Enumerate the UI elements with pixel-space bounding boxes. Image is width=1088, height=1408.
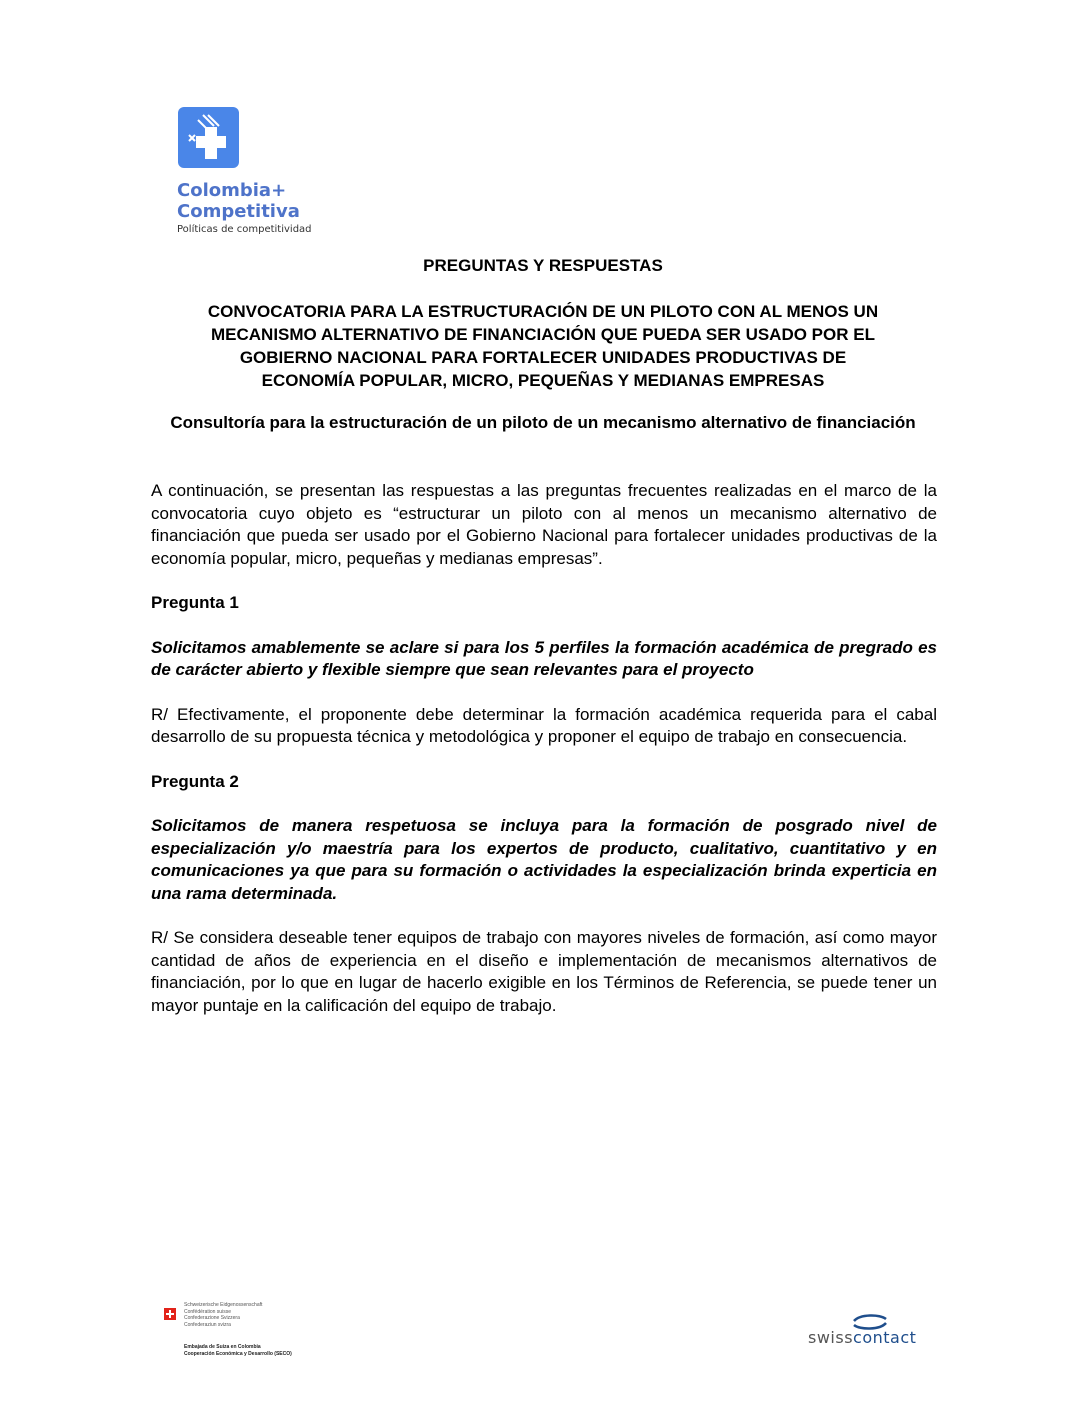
confederation-line: Confederaziun svizra (184, 1321, 231, 1328)
subtitle-line: GOBIERNO NACIONAL PARA FORTALECER UNIDADES PRODUCTIVAS DE (239, 348, 847, 367)
question-text: Solicitamos amablemente se aclare si para los 5 perfiles la formación académica de pregrado es de carácter abierto y flexible siempre que sean relevantes para el proyecto (151, 637, 937, 679)
consultancy-heading: Consultoría para la estructuración de un piloto de un mecanismo alternativo de financiación (170, 413, 916, 432)
swiss-flag-icon (164, 1308, 176, 1320)
brand-line1: Colombia+ (177, 180, 287, 201)
embassy-line: Embajada de Suiza en Colombia (184, 1344, 261, 1350)
swisscontact-part2: contact (853, 1328, 917, 1347)
swisscontact-wordmark (808, 1328, 916, 1347)
answer-text: R/ Se considera deseable tener equipos de trabajo con mayores niveles de formación, así como mayor cantidad de años de experiencia en el diseño e implementación de mecanismos alternativos de financiación, por lo que en lugar de hacerlo exigible en los Términos de Referencia, se puede tener un mayor puntaje en la calificación del equipo de trabajo. (151, 928, 937, 1015)
document-title: PREGUNTAS Y RESPUESTAS (423, 256, 663, 275)
brand-tagline: Políticas de competitividad (177, 224, 312, 235)
brand-line2: Competitiva (177, 201, 300, 222)
question-label: Pregunta 2 (151, 771, 239, 791)
subtitle-line: CONVOCATORIA PARA LA ESTRUCTURACIÓN DE UN PILOTO CON AL MENOS UN (207, 302, 879, 321)
embassy-line: Cooperación Económica y Desarrollo (SECO) (184, 1350, 292, 1357)
swisscontact-part1: swiss (808, 1328, 854, 1347)
confederation-line: Confédération suisse (184, 1308, 231, 1315)
confederation-line: Schweizerische Eidgenossenschaft (184, 1302, 263, 1308)
swiss-embassy-logo (152, 1292, 300, 1372)
brand-wordmark (177, 180, 312, 235)
subtitle-line: ECONOMÍA POPULAR, MICRO, PEQUEÑAS Y MEDIANAS EMPRESAS (261, 371, 825, 390)
document-body (151, 480, 937, 1039)
answer-text: R/ Efectivamente, el proponente debe determinar la formación académica requerida para el cabal desarrollo de su propuesta técnica y metodológica y proponer el equipo de trabajo en consecuencia. (151, 704, 937, 746)
confederation-names (184, 1302, 262, 1328)
colombia-competitiva-logo-icon (178, 107, 239, 168)
question-text: Solicitamos de manera respetuosa se incluya para la formación de posgrado nivel de especialización y/o maestría para los expertos de producto, cualitativo, cuantitativo y en comunicaciones ya que para su formación o actividades la especialización brinda experticia en una rama determinada. (151, 816, 937, 903)
embassy-names (184, 1344, 292, 1357)
swisscontact-logo (808, 1310, 940, 1350)
intro-paragraph: A continuación, se presentan las respuestas a las preguntas frecuentes realizadas en el marco de la convocatoria cuyo objeto es “estructurar un piloto con al menos un mecanismo alternativo de financiación que pueda ser usado por el Gobierno Nacional para fortalecer unidades productivas de la economía popular, micro, pequeñas y medianas empresas”. (151, 481, 937, 568)
subtitle-line: MECANISMO ALTERNATIVO DE FINANCIACIÓN QUE PUEDA SER USADO POR EL (211, 325, 875, 344)
confederation-line: Confederazione Svizzera (184, 1315, 240, 1321)
question-label: Pregunta 1 (151, 593, 239, 612)
document-subtitle (150, 300, 936, 392)
